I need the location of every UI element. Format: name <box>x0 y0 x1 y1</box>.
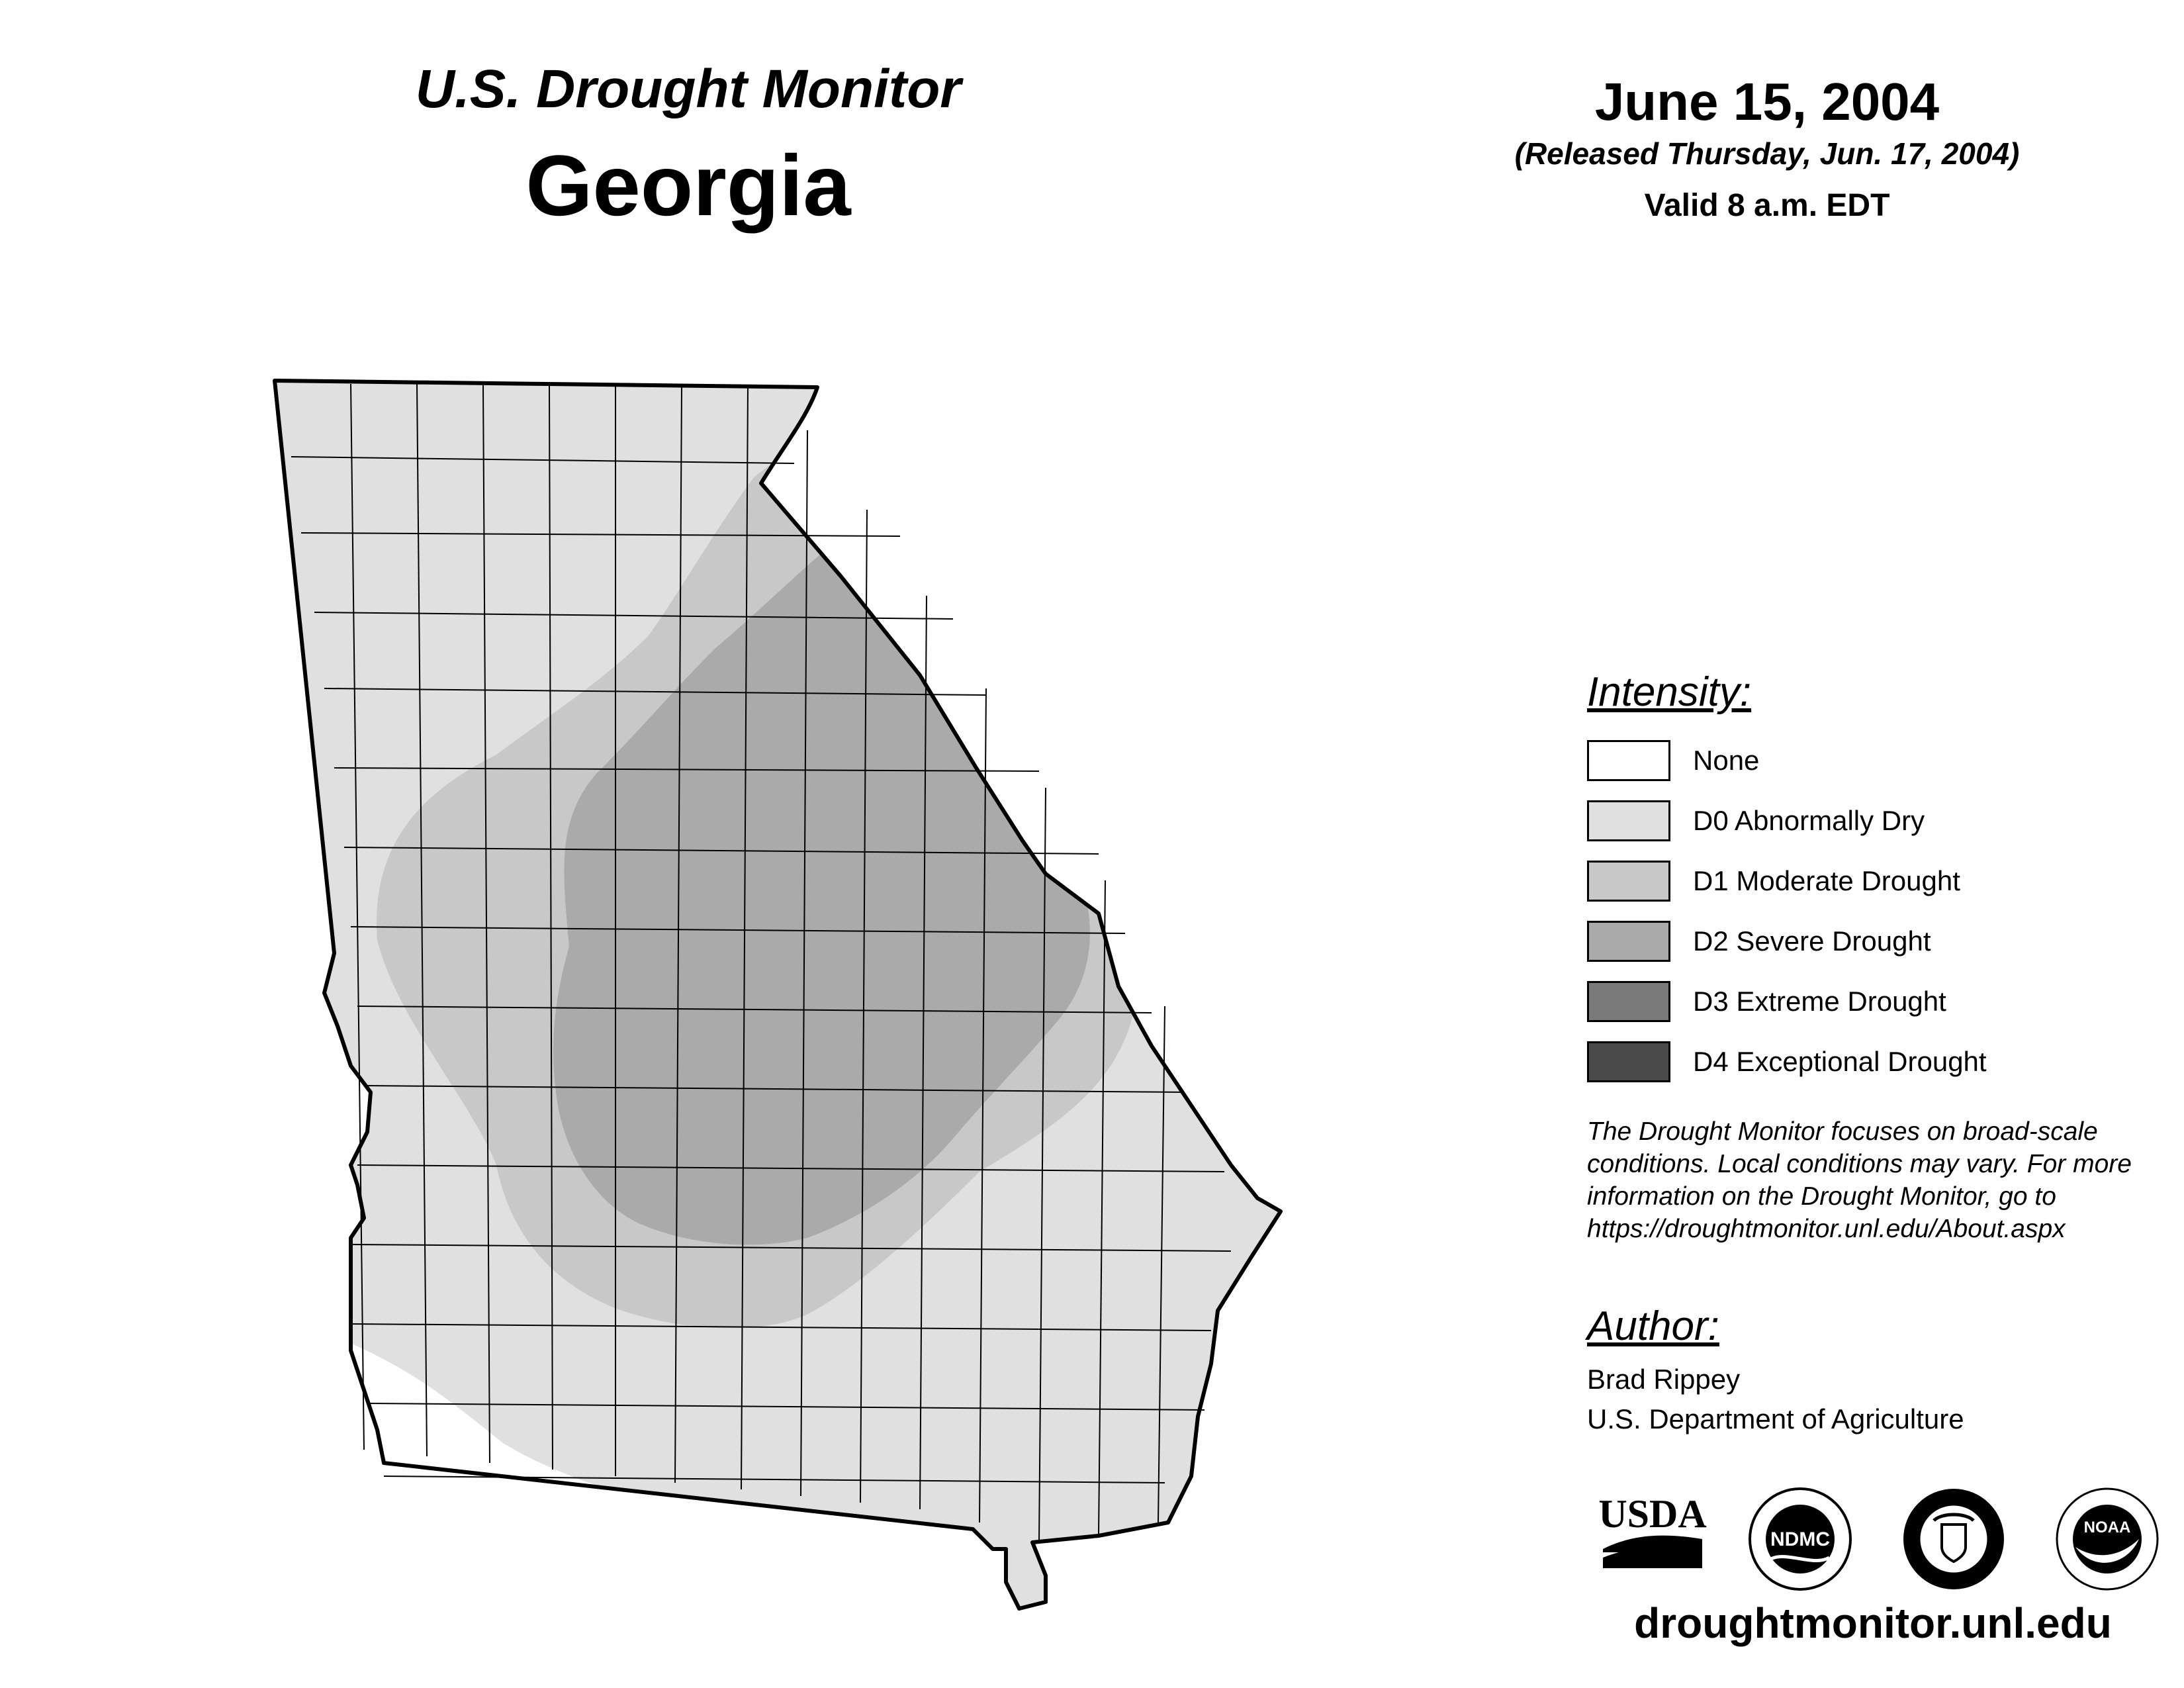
legend-item-none <box>1587 739 1759 782</box>
note-line: information on the Drought Monitor, go to <box>1587 1182 2056 1211</box>
legend-label: D0 Abnormally Dry <box>1693 805 1925 836</box>
map-date: June 15, 2004 <box>1594 72 1940 131</box>
legend-label: D1 Moderate Drought <box>1693 865 1960 896</box>
author-name: Brad Rippey <box>1587 1364 1741 1395</box>
map-title: U.S. Drought Monitor <box>415 59 962 119</box>
legend-swatch <box>1587 981 1670 1022</box>
legend-swatch <box>1587 1041 1670 1082</box>
legend-item-d4 <box>1587 1040 1987 1084</box>
legend-heading: Intensity: <box>1587 669 1752 715</box>
legend-item-d0 <box>1587 799 1925 843</box>
note-line: conditions. Local conditions may vary. For more <box>1587 1150 2132 1178</box>
commerce-seal-logo <box>1901 1486 2007 1592</box>
ndmc-logo-text: NDMC <box>1770 1528 1830 1550</box>
legend-label: D2 Severe Drought <box>1693 925 1931 957</box>
legend-swatch <box>1587 861 1670 902</box>
legend-item-d3 <box>1587 980 1946 1023</box>
ndmc-logo <box>1747 1486 1853 1592</box>
legend-item-d2 <box>1587 919 1931 963</box>
legend-swatch <box>1587 740 1670 781</box>
usda-logo-text: USDA <box>1598 1492 1707 1536</box>
noaa-logo <box>2054 1486 2160 1592</box>
georgia-drought-map <box>251 357 1350 1628</box>
state-name: Georgia <box>525 137 851 234</box>
note-line: The Drought Monitor focuses on broad-scale <box>1587 1117 2098 1146</box>
valid-time: Valid 8 a.m. EDT <box>1644 188 1890 223</box>
release-date: (Released Thursday, Jun. 17, 2004) <box>1514 136 2020 171</box>
author-organization: U.S. Department of Agriculture <box>1587 1403 1964 1434</box>
author-heading: Author: <box>1587 1303 1719 1349</box>
noaa-logo-text: NOAA <box>2083 1519 2131 1536</box>
legend-label: D3 Extreme Drought <box>1693 986 1946 1017</box>
usda-logo <box>1596 1486 1709 1572</box>
legend-swatch <box>1587 921 1670 962</box>
legend-label: D4 Exceptional Drought <box>1693 1046 1987 1077</box>
legend-swatch <box>1587 800 1670 841</box>
website-link[interactable]: droughtmonitor.unl.edu <box>1634 1599 2112 1647</box>
note-link[interactable]: https://droughtmonitor.unl.edu/About.aspx <box>1587 1215 2066 1243</box>
legend-item-d1 <box>1587 859 1960 903</box>
disclaimer-note <box>1587 1115 2169 1245</box>
legend-label: None <box>1693 745 1760 776</box>
